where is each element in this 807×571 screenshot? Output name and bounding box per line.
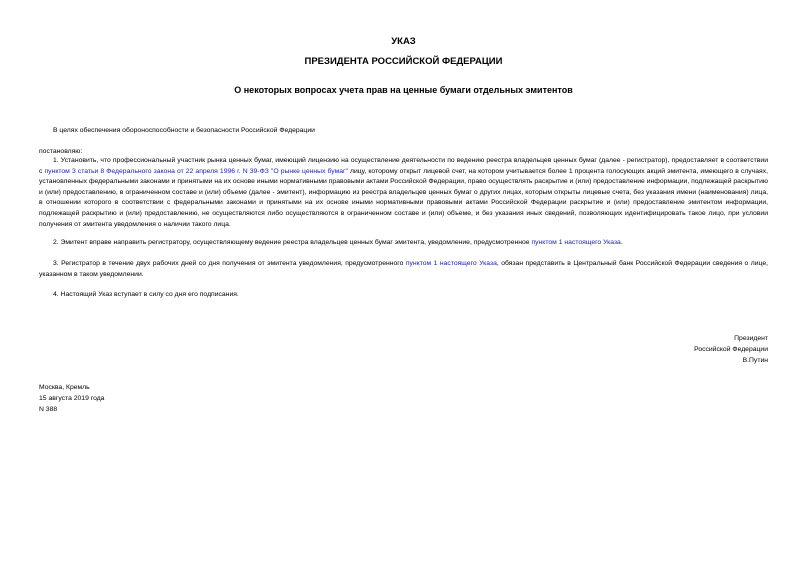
signature-name: В.Путин	[742, 357, 768, 364]
signature-country: Российской Федерации	[694, 346, 768, 353]
preamble: В целях обеспечения обороноспособности и безопасности Российской Федерации	[53, 127, 315, 134]
paragraph-1	[39, 156, 768, 230]
signing-date: 15 августа 2019 года	[39, 395, 105, 402]
paragraph-4: 4. Настоящий Указ вступает в силу со дня его подписания.	[53, 291, 239, 298]
signing-place: Москва, Кремль	[39, 384, 90, 391]
paragraph-3-text-a: 3. Регистратор в течение двух рабочих дней со дня получения от эмитента уведомления, предусмотренного	[53, 260, 406, 267]
paragraph-2-text-b: .	[620, 239, 623, 246]
issuer-title: ПРЕЗИДЕНТА РОССИЙСКОЙ ФЕДЕРАЦИИ	[304, 56, 503, 67]
decree-word: постановляю:	[39, 148, 83, 155]
paragraph-2-text-a: 2. Эмитент вправе направить регистратору, осуществляющему ведение реестра владельцев ценных бумаг эмитента, уведомление, предусмотренное	[53, 239, 532, 246]
paragraph-1-text-b: лицу, которому открыт лицевой счет, на котором учитывается более 1 процента голосующих акций эмитента, имеющего в случаях, установленных федеральными законами и принятыми на их основе иными нормативными правовыми актами Российской Федерации, право осуществлять раскрытие и (или) предоставление информации, подлежащей раскрытию и (или) предоставлению, в ограниченном составе и (или) объеме (далее - эмитент), информацию из реестра владельцев ценных бумаг о других лицах, которым открыты лицевые счета, без указания имени (наименования) лица, в отношении которого в соответствии с федеральными законами и принятыми на их основе иными нормативными правовыми актами Российской Федерации раскрытие и (или) предоставление эмитентом информации, подлежащей раскрытию и (или) предоставлению, не осуществляются либо осуществляются в ограниченном составе и (или) объеме, и без указания иных сведений, позволяющих идентифицировать такое лицо, при условии получения от эмитента уведомления о наличии такого лица.	[39, 167, 768, 228]
decree-point-1-link[interactable]: пунктом 1 настоящего Указа	[531, 239, 621, 246]
signature-position: Президент	[734, 335, 768, 342]
decree-number: N 388	[39, 406, 58, 413]
paragraph-3	[39, 259, 768, 280]
paragraph-3-text-b: , обязан представить в Центральный банк Российской Федерации сведения о лице, указанном в таком уведомлении.	[39, 260, 769, 278]
law-reference-link[interactable]: пунктом 3 статьи 8 Федерального закона от 22 апреля 1996 г. N 39-ФЗ "О рынке ценных бумаг"	[44, 167, 348, 175]
document-type-title: УКАЗ	[391, 36, 416, 47]
decree-point-1-link-2[interactable]: пунктом 1 настоящего Указа	[405, 260, 497, 267]
document-heading: О некоторых вопросах учета прав на ценные бумаги отдельных эмитентов	[234, 85, 573, 95]
paragraph-2	[39, 238, 768, 249]
paragraph-1-text-a: 1. Установить, что профессиональный участник рынка ценных бумаг, имеющий лицензию на осуществление деятельности по ведению реестра владельцев ценных бумаг (далее - регистратор), предоставляет в соответствии с	[39, 157, 768, 175]
